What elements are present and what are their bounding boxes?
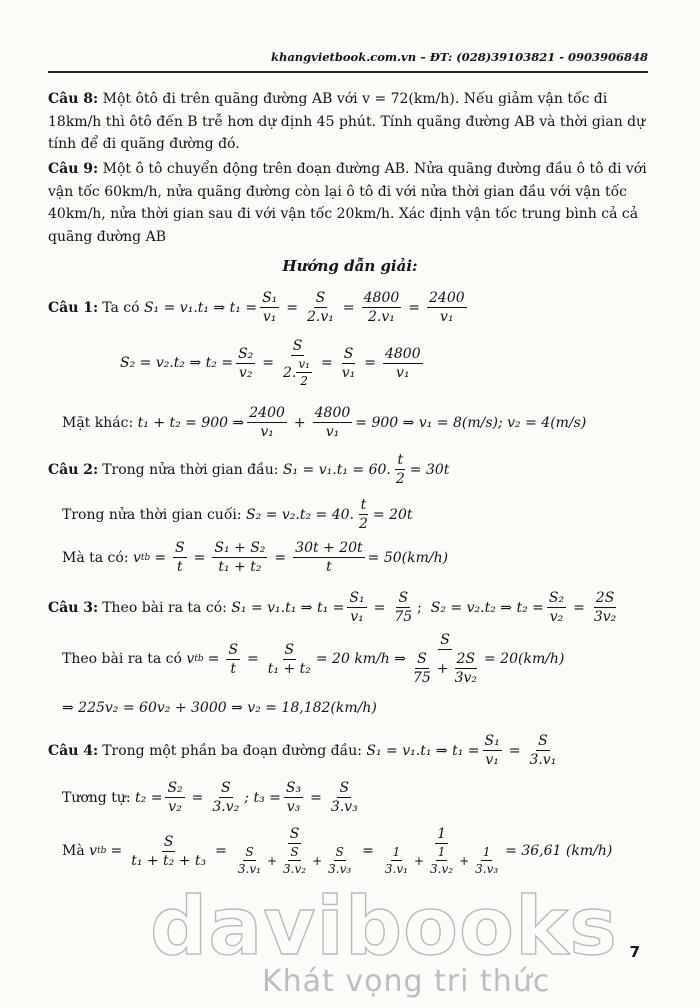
- fraction: S $\frac{S}{75}$ + $\frac{2S}{\text{3v₂}}$: [413, 632, 477, 686]
- watermark-slogan: Khát vọng tri thức: [262, 964, 551, 999]
- solution-heading: Hướng dẫn giải:: [282, 257, 418, 275]
- fraction: $\frac{S}{\text{3.v₃}}$: [330, 780, 358, 815]
- problem-9: [48, 158, 658, 248]
- solution-2-line-2: Trong nửa thời gian cuối: S₂ = v₂.t₂ = 40. $\frac{t}{2}$ = 20t: [62, 497, 413, 532]
- solution-1-line-1: Câu 1: Ta có S₁ = v₁.t₁ ⇒ t₁ = $\frac{\text{S₁}}{\text{v₁}}$ = $\frac{S}{\text{2.v₁}}$ = $\frac{4800}{\text{2.v₁}}$ = $\frac{2400}{\text{v₁}}$: [48, 290, 465, 325]
- problem-8: [48, 88, 658, 156]
- fraction: $\frac{S}{\text{v₁}}$: [341, 345, 356, 381]
- solution-3-label: Câu 3:: [48, 599, 99, 616]
- solution-2-label: Câu 2:: [48, 461, 99, 478]
- problem-9-text: Một ô tô chuyển động trên đoạn đường AB. Nửa quãng đường đầu ô tô đi với vận tốc 60km/h, nửa quãng đường còn lại ô tô đi với nửa thời gian đầu với vận tốc 40km/h, nửa thời gian sau đi với vận tốc 20km/h. Xác định vận tốc trung bình cả cả quãng đường AB: [48, 161, 647, 245]
- solution-2-line-1: Câu 2: Trong nửa thời gian đầu: S₁ = v₁.t₁ = 60. $\frac{t}{2}$ = 30t: [48, 452, 450, 487]
- watermark-brand: davibooks: [150, 880, 618, 973]
- fraction: $\frac{S}{\text{t₁ + t₂}}$: [267, 641, 311, 677]
- solution-4-line-1: Câu 4: Trong một phần ba đoạn đường đầu: S₁ = v₁.t₁ ⇒ t₁ = $\frac{\text{S₁}}{\text{v₁}}$ = $\frac{S}{\text{3.v₁}}$: [48, 733, 557, 768]
- fraction: $\frac{S}{\text{3.v₂}}$: [212, 780, 240, 815]
- fraction: $\frac{4800}{\text{v₁}}$: [384, 345, 421, 381]
- fraction: $\frac{t}{2}$: [395, 452, 405, 487]
- fraction: $\frac{S}{\text{2.v₁}}$: [307, 290, 334, 325]
- solution-1-line-2: S₂ = v₂.t₂ ⇒ t₂ = $\frac{\text{S₂}}{\text{v₂}}$ = S 2. $\frac{\text{v₁}}{2}$ = $\frac{S}{\text{v₁}}$ = $\frac{4800}{\text{v₁}}$: [120, 338, 421, 388]
- fraction: $\frac{S}{\text{t₁ + t₂ + t₃}}$: [131, 833, 207, 869]
- solution-1-line-3: Mặt khác: t₁ + t₂ = 900 ⇒ $\frac{2400}{\text{v₁}}$ + $\frac{4800}{\text{v₁}}$ = 900 ⇒ v₁ = 8(m/s); v₂ = 4(m/s): [62, 405, 587, 440]
- fraction: $\frac{\text{S₁}}{\text{v₁}}$: [484, 733, 500, 768]
- solution-4-line-3: Mà v tb = $\frac{S}{\text{t₁ + t₂ + t₃}}$ = S $\frac{S}{\text{3.v₁}}$ + $\frac{S}{\text{3.v₂}}$ + $\frac{S}{\text{3.v₃}}$ = 1 $\frac{1}{\text{3.v₁}}$ + $\frac{1}{\text{3.v₂}}$ + $\frac{1}{\text{3.v₃}}$ = 36,61 (km/h): [62, 826, 613, 876]
- problem-9-label: Câu 9:: [48, 161, 99, 177]
- fraction: S $\frac{S}{\text{3.v₁}}$ + $\frac{S}{\text{3.v₂}}$ + $\frac{S}{\text{3.v₃}}$: [237, 826, 352, 876]
- fraction: $\frac{2S}{\text{3v₂}}$: [593, 590, 617, 625]
- solution-2-line-3: Mà ta có: v tb = $\frac{S}{t}$ = $\frac{\text{S₁ + S₂}}{\text{t₁ + t₂}}$ = $\frac{30t + 20t}{t}$ = 50(km/h): [62, 540, 449, 575]
- fraction: $\frac{\text{S₁}}{\text{v₁}}$: [262, 290, 278, 325]
- fraction: $\frac{\text{S₁}}{\text{v₁}}$: [349, 590, 365, 625]
- fraction: $\frac{S}{\text{3.v₁}}$: [529, 733, 557, 768]
- solution-4-label: Câu 4:: [48, 742, 99, 759]
- solution-4-line-2: Tương tự: t₂ = $\frac{\text{S₂}}{\text{v₂}}$ = $\frac{S}{\text{3.v₂}}$ ; t₃ = $\frac{\text{S₃}}{\text{v₃}}$ = $\frac{S}{\text{3.v₃}}$: [62, 780, 358, 815]
- fraction: $\frac{30t + 20t}{t}$: [295, 540, 363, 575]
- fraction: $\frac{\text{S₁ + S₂}}{\text{t₁ + t₂}}$: [214, 540, 266, 575]
- fraction: $\frac{\text{S₂}}{\text{v₂}}$: [238, 345, 254, 381]
- problem-8-label: Câu 8:: [48, 91, 99, 107]
- header-rule: [48, 71, 648, 73]
- fraction: $\frac{S}{75}$: [394, 590, 413, 625]
- fraction: $\frac{S}{t}$: [228, 641, 239, 677]
- fraction: $\frac{4800}{\text{v₁}}$: [314, 405, 351, 440]
- fraction: $\frac{\text{S₃}}{\text{v₃}}$: [285, 780, 302, 815]
- fraction: $\frac{2400}{\text{v₁}}$: [249, 405, 285, 440]
- fraction: $\frac{2400}{\text{v₁}}$: [429, 290, 465, 325]
- solution-3-line-3: ⇒ 225v₂ = 60v₂ + 3000 ⇒ v₂ = 18,182(km/h): [62, 700, 377, 716]
- page-number: 7: [629, 943, 640, 961]
- page-header: khangvietbook.com.vn – ĐT: (028)39103821 - 0903906848: [270, 50, 648, 64]
- fraction: $\frac{\text{S₂}}{\text{v₂}}$: [167, 780, 183, 815]
- solution-3-line-2: Theo bài ra ta có v tb = $\frac{S}{t}$ = $\frac{S}{\text{t₁ + t₂}}$ = 20 km/h ⇒ S $\frac{S}{75}$ + $\frac{2S}{\text{3v₂}}$ = 20(km/h): [62, 632, 565, 686]
- fraction: $\frac{\text{S₂}}{\text{v₂}}$: [548, 590, 565, 625]
- fraction: S 2. $\frac{\text{v₁}}{2}$: [283, 338, 310, 388]
- problem-8-text: Một ôtô đi trên quãng đường AB với v = 72(km/h). Nếu giảm vận tốc đi 18km/h thì ôtô đến B trễ hơn dự định 45 phút. Tính quãng đường AB và thời gian dự tính để đi quãng đường đó.: [48, 91, 646, 152]
- fraction: $\frac{S}{t}$: [175, 540, 185, 575]
- solution-3-line-1: Câu 3: Theo bài ra ta có: S₁ = v₁.t₁ ⇒ t₁ = $\frac{\text{S₁}}{\text{v₁}}$ = $\frac{S}{75}$ ; S₂ = v₂.t₂ ⇒ t₂ = $\frac{\text{S₂}}{\text{v₂}}$ = $\frac{2S}{\text{3v₂}}$: [48, 590, 617, 625]
- solution-1-label: Câu 1:: [48, 299, 99, 316]
- fraction: $\frac{4800}{\text{2.v₁}}$: [363, 290, 400, 325]
- fraction: $\frac{t}{2}$: [359, 497, 368, 532]
- fraction: 1 $\frac{1}{\text{3.v₁}}$ + $\frac{1}{\text{3.v₂}}$ + $\frac{1}{\text{3.v₃}}$: [384, 826, 499, 876]
